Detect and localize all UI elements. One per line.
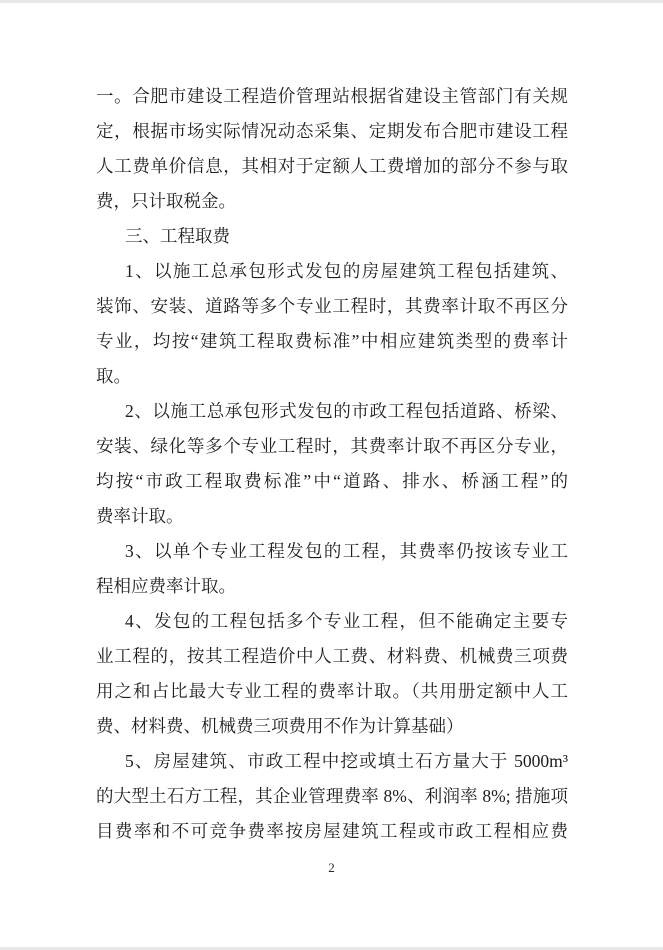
doc-line: 用之和占比最大专业工程的费率计取。（共用册定额中人工 (96, 681, 568, 701)
doc-line: 均按“市政工程取费标准”中“道路、排水、桥涵工程”的 (96, 471, 568, 491)
doc-line: 装饰、安装、道路等多个专业工程时，其费率计取不再区分 (96, 296, 568, 316)
doc-line: 定，根据市场实际情况动态采集、定期发布合肥市建设工程 (96, 121, 568, 141)
page-number: 2 (328, 860, 335, 875)
doc-line: 费、材料费、机械费三项费用不作为计算基础） (96, 716, 464, 736)
doc-line: 费，只计取税金。 (96, 191, 236, 211)
doc-line: 3、以单个专业工程发包的工程，其费率仍按该专业工 (125, 541, 568, 561)
doc-line: 5、房屋建筑、市政工程中挖或填土石方量大于 5000m³ (125, 751, 568, 771)
doc-line: 的大型土石方工程，其企业管理费率 8%、利润率 8%; 措施项 (96, 786, 568, 806)
doc-line: 2、以施工总承包形式发包的市政工程包括道路、桥梁、 (125, 401, 568, 421)
section-heading: 三、工程取费 (125, 226, 230, 246)
doc-line: 专业，均按“建筑工程取费标准”中相应建筑类型的费率计 (96, 331, 568, 351)
page-top-edge (0, 0, 663, 3)
doc-line: 4、发包的工程包括多个专业工程，但不能确定主要专 (125, 611, 568, 631)
document-page (96, 79, 568, 849)
doc-line: 一。合肥市建设工程造价管理站根据省建设主管部门有关规 (96, 86, 568, 106)
doc-line: 业工程的，按其工程造价中人工费、材料费、机械费三项费 (96, 646, 568, 666)
doc-line: 程相应费率计取。 (96, 576, 236, 596)
doc-line: 目费率和不可竞争费率按房屋建筑工程或市政工程相应费 (96, 821, 568, 841)
doc-line: 人工费单价信息，其相对于定额人工费增加的部分不参与取 (96, 156, 568, 176)
doc-line: 费率计取。 (96, 506, 184, 526)
doc-line: 1、以施工总承包形式发包的房屋建筑工程包括建筑、 (125, 261, 568, 281)
doc-line: 取。 (96, 366, 131, 386)
doc-line: 安装、绿化等多个专业工程时，其费率计取不再区分专业， (96, 436, 568, 456)
